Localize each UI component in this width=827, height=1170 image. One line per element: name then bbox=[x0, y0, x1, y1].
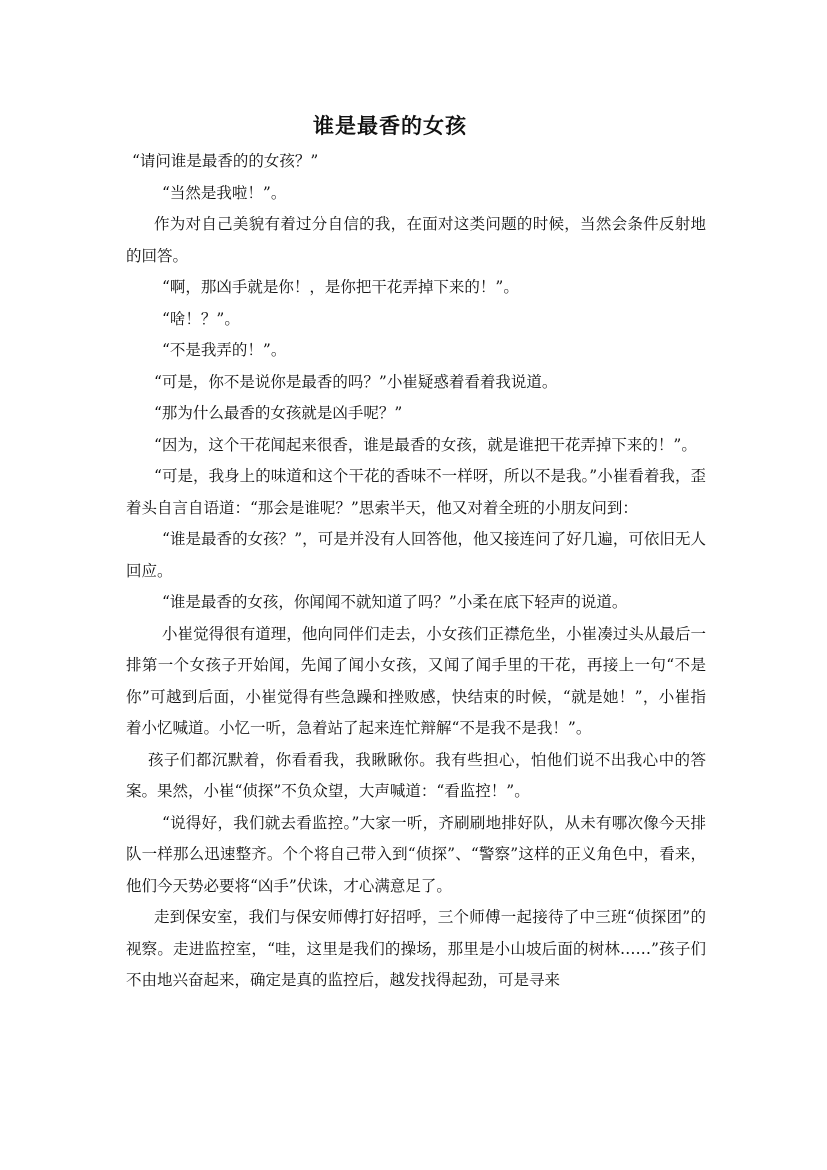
paragraph: 作为对自己美貌有着过分自信的我，在面对这类问题的时候，当然会条件反射地的回答。 bbox=[126, 215, 706, 265]
paragraph: “啊，那凶手就是你！，是你把干花弄掉下来的！”。 bbox=[162, 278, 519, 296]
paragraph: 小崔觉得很有道理，他向同伴们走去，小女孩们正襟危坐，小崔凑过头从最后一排第一个女孩子开始闻，先闻了闻小女孩，又闻了闻手里的干花，再接上一句“不是你”可越到后面，小崔觉得有些急躁和挫败感，快结束的时候，“就是她！”，小崔指着小忆喊道。小忆一听，急着站了起来连忙辩解“不是我不是我！”。 bbox=[126, 624, 706, 737]
paragraph: “可是，你不是说你是最香的吗？”小崔疑惑着看着我说道。 bbox=[154, 372, 558, 391]
paragraph: “不是我弄的！”。 bbox=[162, 341, 287, 359]
paragraph: “因为，这个干花闻起来很香，谁是最香的女孩，就是谁把干花弄掉下来的！”。 bbox=[154, 435, 697, 454]
paragraph: “可是，我身上的味道和这个干花的香味不一样呀，所以不是我。”小崔看着我，歪着头自言自语道：“那会是谁呢？”思索半天，他又对着全班的小朋友问到： bbox=[126, 467, 706, 517]
document-title: 谁是最香的女孩 bbox=[313, 113, 467, 138]
paragraph: “当然是我啦！”。 bbox=[162, 183, 287, 202]
paragraph: 走到保安室，我们与保安师傅打好招呼，三个师傅一起接待了中三班“侦探团”的视察。走进监控室，“哇，这里是我们的操场，那里是小山坡后面的树林……”孩子们不由地兴奋起来，确定是真的监控后，越发找得起劲，可是寻来 bbox=[126, 908, 706, 989]
paragraph: 孩子们都沉默着，你看看我，我瞅瞅你。我有些担心，怕他们说不出我心中的答案。果然，小崔“侦探”不负众望，大声喊道：“看监控！”。 bbox=[126, 750, 706, 800]
paragraph: “啥！？”。 bbox=[162, 309, 240, 328]
paragraph: “那为什么最香的女孩就是凶手呢？” bbox=[154, 404, 403, 422]
paragraph: “请问谁是最香的的女孩？” bbox=[132, 152, 319, 170]
paragraph: “谁是最香的女孩？”，可是并没有人回答他，他又接连问了好几遍，可依旧无人回应。 bbox=[126, 530, 706, 580]
document-body bbox=[126, 146, 706, 997]
paragraph: “说得好，我们就去看监控。”大家一听，齐刷刷地排好队，从未有哪次像今天排队一样那么迅速整齐。个个将自己带入到“侦探”、“警察”这样的正义角色中，看来，他们今天势必要将“凶手”伏诛，才心满意足了。 bbox=[126, 813, 706, 895]
paragraph: “谁是最香的女孩，你闻闻不就知道了吗？”小柔在底下轻声的说道。 bbox=[162, 593, 628, 611]
